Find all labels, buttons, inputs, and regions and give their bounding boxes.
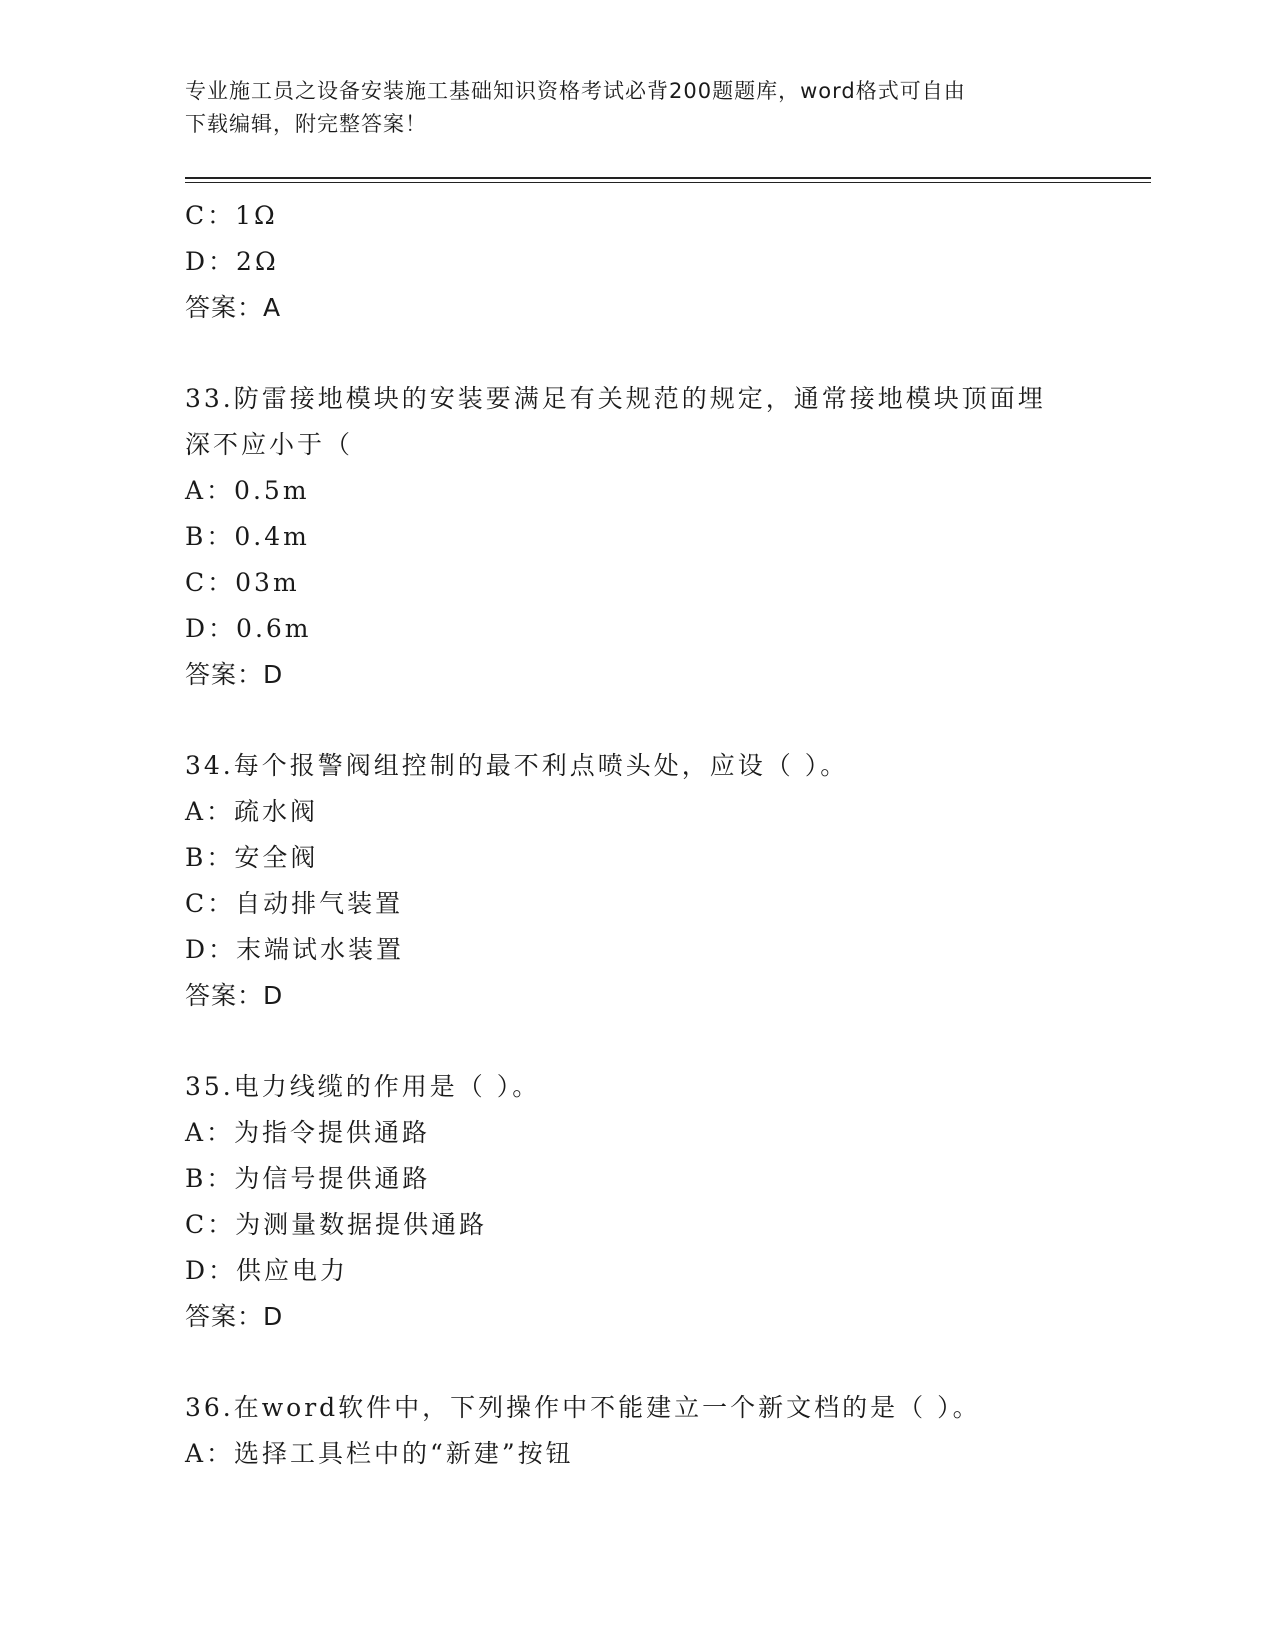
option-b: B：安全阀 [185, 843, 319, 872]
answer-line: 答案：D [185, 660, 284, 689]
option-c: C：为测量数据提供通路 [185, 1210, 488, 1239]
option-d: D：2Ω [185, 247, 279, 276]
option-a: A：疏水阀 [185, 797, 319, 826]
header-rule-thin [185, 182, 1151, 183]
answer-line: 答案：A [185, 293, 282, 322]
question-33 [185, 376, 1085, 698]
question-34 [185, 743, 1085, 1019]
option-c: C：03m [185, 568, 300, 597]
question-stem: 35.电力线缆的作用是（ ）。 [185, 1072, 541, 1101]
question-35 [185, 1064, 1085, 1340]
answer-line: 答案：D [185, 981, 284, 1010]
question-32 [185, 193, 1085, 331]
option-d: D：0.6m [185, 614, 312, 643]
header-rule-thick [185, 177, 1151, 179]
option-d: D：末端试水装置 [185, 935, 405, 964]
question-stem: 33.防雷接地模块的安装要满足有关规范的规定，通常接地模块顶面埋 [185, 384, 1046, 413]
option-c: C：1Ω [185, 201, 278, 230]
option-a: A：为指令提供通路 [185, 1118, 431, 1147]
question-list [185, 193, 1085, 1477]
option-b: B：0.4m [185, 522, 310, 551]
question-stem-continued: 深不应小于（ [185, 430, 354, 459]
option-a: A：选择工具栏中的“新建”按钮 [185, 1439, 574, 1468]
option-a: A：0.5m [185, 476, 310, 505]
option-b: B：为信号提供通路 [185, 1164, 431, 1193]
option-d: D：供应电力 [185, 1256, 349, 1285]
option-c: C：自动排气装置 [185, 889, 404, 918]
document-header [185, 75, 1065, 141]
answer-line: 答案：D [185, 1302, 284, 1331]
question-stem: 36.在word软件中，下列操作中不能建立一个新文档的是（ ）。 [185, 1393, 981, 1422]
question-stem: 34.每个报警阀组控制的最不利点喷头处，应设（ ）。 [185, 751, 849, 780]
header-line-2: 下载编辑，附完整答案！ [185, 112, 427, 136]
header-line-1: 专业施工员之设备安装施工基础知识资格考试必背200题题库，word格式可自由 [185, 79, 966, 103]
question-36 [185, 1385, 1085, 1477]
